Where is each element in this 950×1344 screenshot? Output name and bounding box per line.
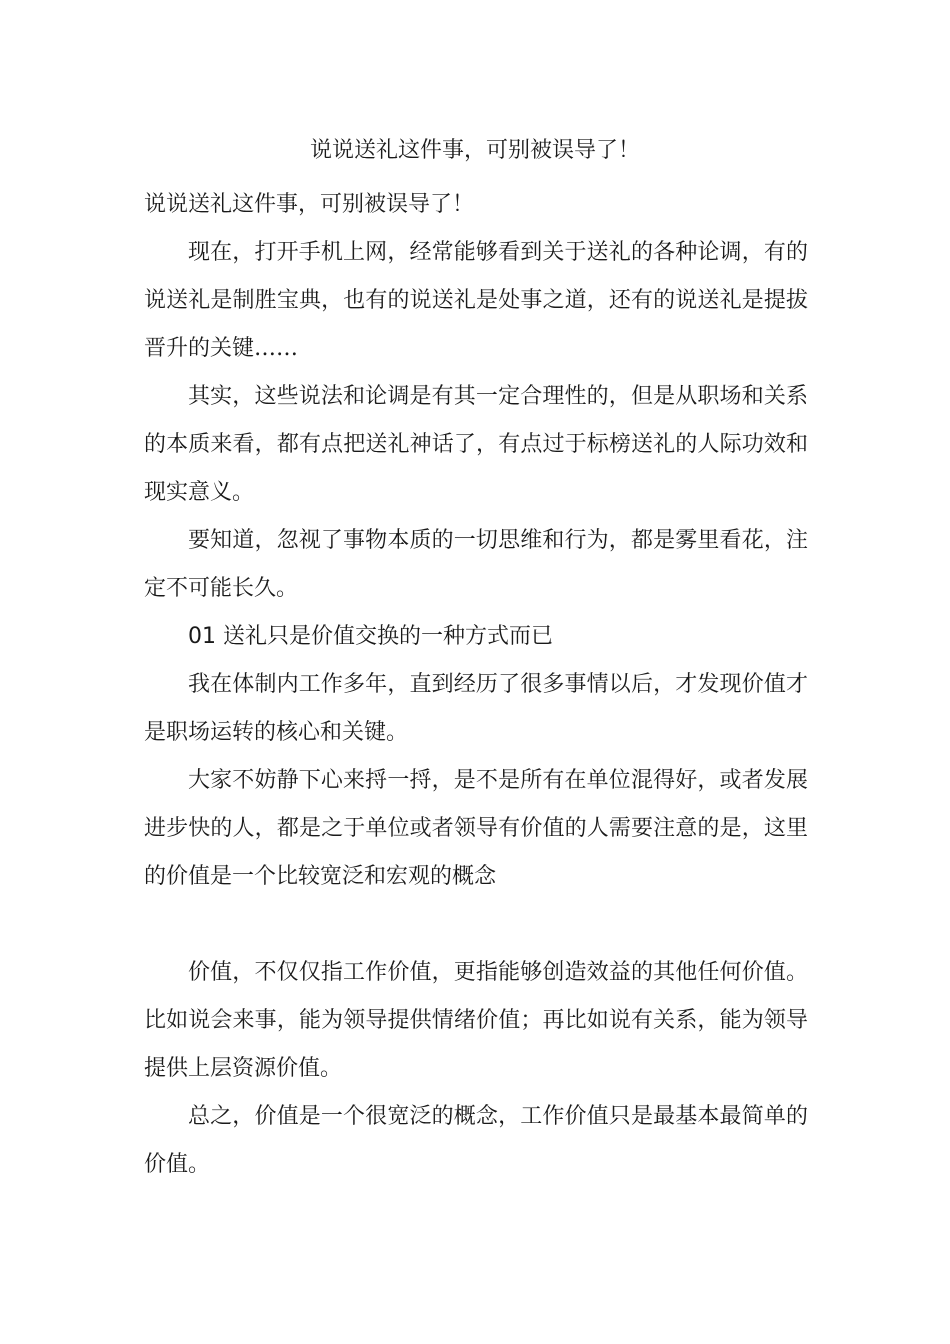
paragraph-value-people: 大家不妨静下心来捋一捋，是不是所有在单位混得好，或者发展进步快的人，都是之于单位或者领导有价值的人需要注意的是，这里的价值是一个比较宽泛和宏观的概念 (144, 768, 808, 889)
paragraph-intro: 现在，打开手机上网，经常能够看到关于送礼的各种论调，有的说送礼是制胜宝典，也有的说送礼是处事之道，还有的说送礼是提拔晋升的关键…… (144, 240, 808, 361)
paragraph-conclusion: 总之，价值是一个很宽泛的概念，工作价值只是最基本最简单的价值。 (144, 1104, 808, 1177)
section-heading-01: 01 送礼只是价值交换的一种方式而已 (188, 624, 553, 649)
document-title: 说说送礼这件事，可别被误导了！ (309, 138, 640, 163)
paragraph-essence: 要知道，忽视了事物本质的一切思维和行为，都是雾里看花，注定不可能长久。 (144, 528, 808, 601)
paragraph-value-types: 价值，不仅仅指工作价值，更指能够创造效益的其他任何价值。比如说会来事，能为领导提供情绪价值；再比如说有关系，能为领导提供上层资源价值。 (144, 960, 808, 1081)
paragraph-experience: 我在体制内工作多年，直到经历了很多事情以后，才发现价值才是职场运转的核心和关键。 (144, 672, 808, 745)
document-body (144, 181, 808, 1189)
paragraph-reality: 其实，这些说法和论调是有其一定合理性的，但是从职场和关系的本质来看，都有点把送礼神话了，有点过于标榜送礼的人际功效和现实意义。 (144, 384, 808, 505)
paragraph-repeated-title: 说说送礼这件事，可别被误导了！ (144, 192, 475, 217)
blank-line (144, 901, 808, 949)
